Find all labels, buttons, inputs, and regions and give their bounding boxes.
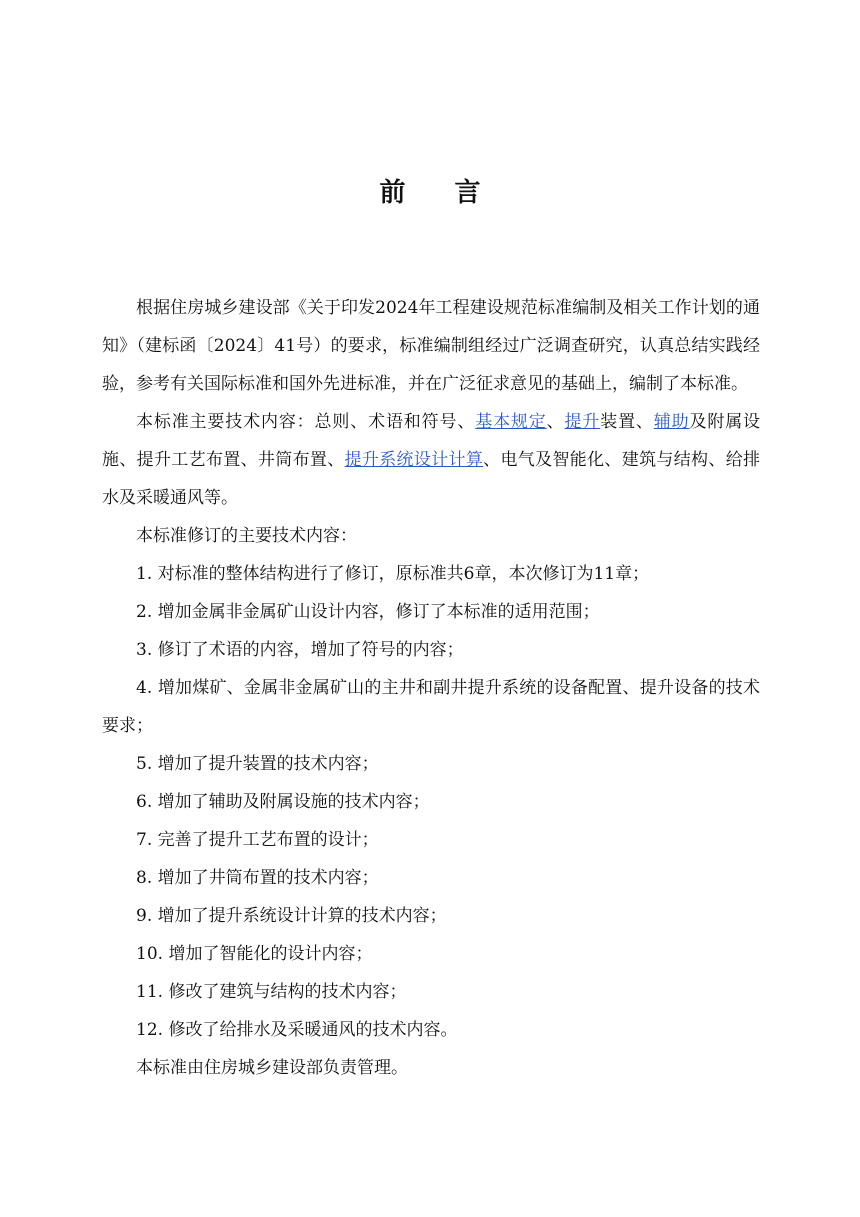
- main-content-device: 装置、: [600, 412, 654, 432]
- revision-item: 2. 增加金属非金属矿山设计内容，修订了本标准的适用范围；: [136, 602, 600, 622]
- main-content-suffix: 、电气及智能化、建筑与结构、给排水及采暖通风等。: [102, 450, 761, 508]
- link-hoisting-system-calc[interactable]: 提升系统设计计算: [344, 450, 484, 470]
- revision-item: 9. 增加了提升系统设计计算的技术内容；: [136, 906, 447, 926]
- main-content-sep: 、: [546, 412, 565, 432]
- revision-item: 11. 修改了建筑与结构的技术内容；: [136, 982, 407, 1002]
- revision-item: 3. 修订了术语的内容，增加了符号的内容；: [136, 640, 464, 660]
- revision-item: 1. 对标准的整体结构进行了修订，原标准共6章，本次修订为11章；: [136, 564, 650, 584]
- revision-item: 5. 增加了提升装置的技术内容；: [136, 754, 379, 774]
- revision-item: 12. 修改了给排水及采暖通风的技术内容。: [136, 1020, 458, 1040]
- link-basic-provisions[interactable]: 基本规定: [475, 412, 547, 432]
- page-title: 前 言: [379, 178, 501, 208]
- revision-item: 10. 增加了智能化的设计内容；: [136, 944, 373, 964]
- link-auxiliary[interactable]: 辅助: [653, 412, 690, 432]
- revision-item: 6. 增加了辅助及附属设施的技术内容；: [136, 792, 430, 812]
- revision-item: 8. 增加了井筒布置的技术内容；: [136, 868, 379, 888]
- revision-item: 4. 增加煤矿、金属非金属矿山的主井和副井提升系统的设备配置、提升设备的技术要求；: [102, 678, 760, 736]
- main-content-paragraph: [102, 403, 760, 517]
- management-paragraph: 本标准由住房城乡建设部负责管理。: [136, 1058, 408, 1078]
- revision-heading: 本标准修订的主要技术内容：: [136, 526, 357, 546]
- intro-paragraph: 根据住房城乡建设部《关于印发2024年工程建设规范标准编制及相关工作计划的通知》（建标函〔2024〕41号）的要求，标准编制组经过广泛调查研究，认真总结实践经验，参考有关国际标准和国外先进标准，并在广泛征求意见的基础上，编制了本标准。: [102, 298, 760, 394]
- link-hoisting[interactable]: 提升: [564, 412, 601, 432]
- revision-item: 7. 完善了提升工艺布置的设计；: [136, 830, 379, 850]
- main-content-prefix: 本标准主要技术内容：总则、术语和符号、: [136, 412, 476, 432]
- main-content-mid: 及附属设施、提升工艺布置、井筒布置、: [102, 412, 761, 470]
- document-body: [102, 289, 760, 1087]
